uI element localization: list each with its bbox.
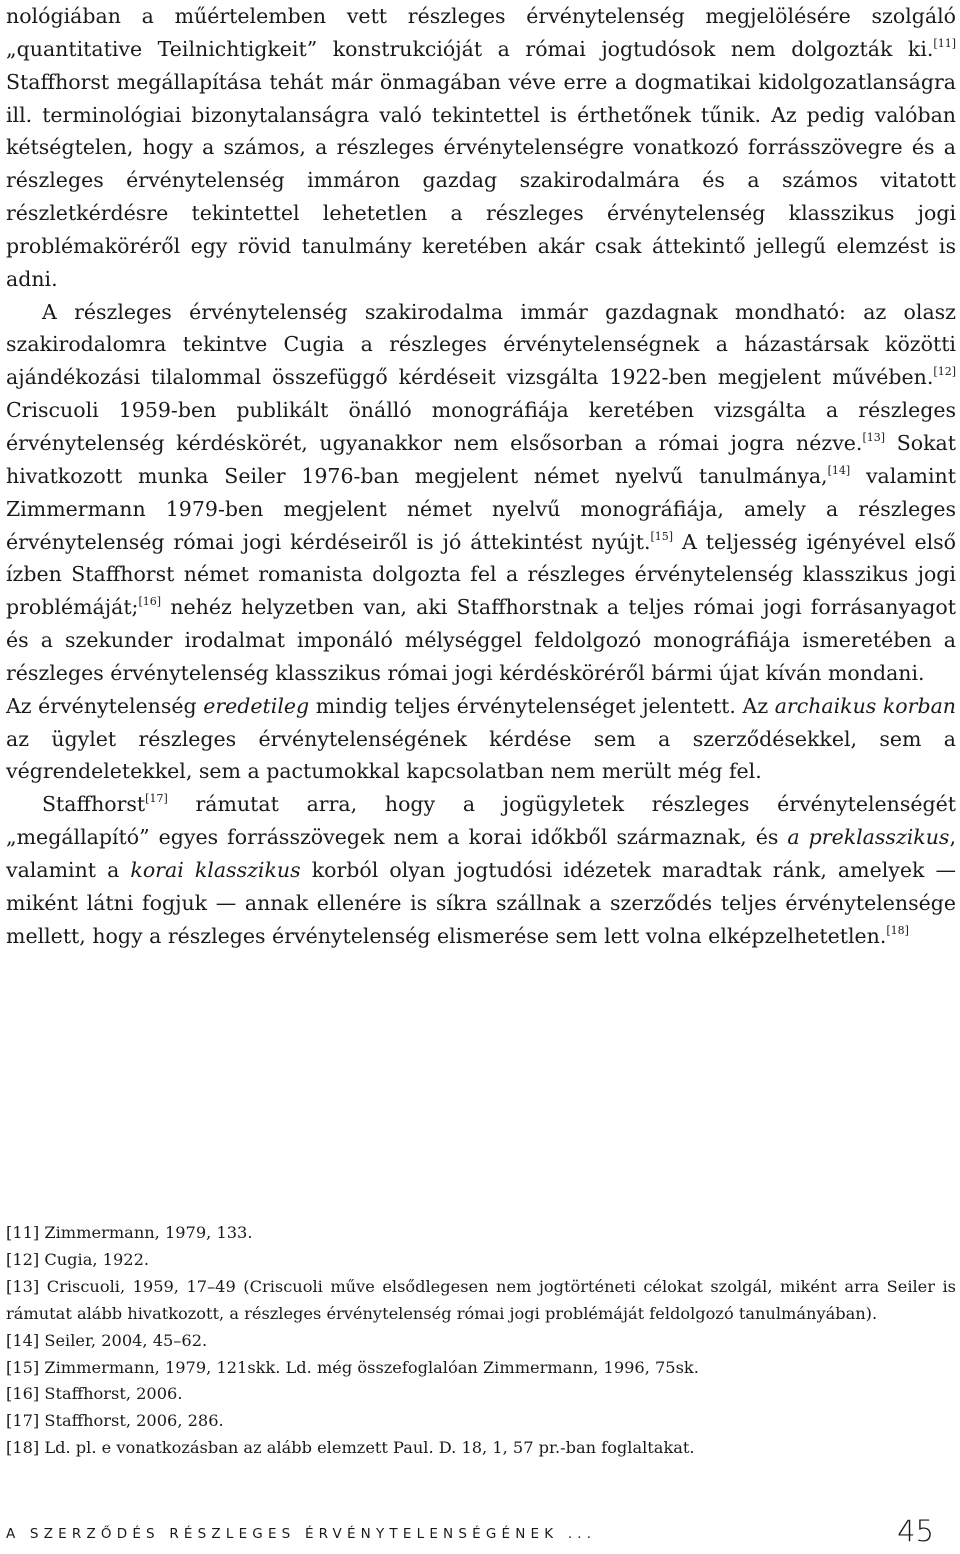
footnote-16: [16] Staffhorst, 2006. bbox=[6, 1384, 183, 1404]
paragraph-2-text-b: Criscuoli 1959-ben publikált önálló monográfiája keretében vizsgálta a részleges érvénytelenség kérdéskörét, ugyanakkor nem elsősorban a római jogra nézve. bbox=[6, 398, 956, 455]
footnote-ref-18[interactable]: [18] bbox=[886, 923, 909, 937]
paragraph-2 bbox=[6, 296, 956, 690]
paragraph-3-text-a: Az érvénytelenség bbox=[6, 693, 204, 718]
paragraph-4-emphasis-1: a preklasszikus bbox=[787, 825, 950, 850]
paragraph-2-text-f: nehéz helyzetben van, aki Staffhorstnak a teljes római jogi forrásanyagot és a szekunder irodalmat imponáló mélységgel feldolgozó monográfiája ismeretében a részleges érvénytelenség klasszikus római jogi kérdésköréről bármi újat kíván mondani. bbox=[6, 595, 956, 685]
paragraph-4-emphasis-2: korai klasszikus bbox=[130, 857, 301, 882]
paragraph-2-text-e: A teljesség igényével első ízben Staffhorst német romanista dolgozta fel a részleges érvénytelenség klasszikus jogi problémáját; bbox=[6, 529, 956, 620]
main-text bbox=[6, 0, 956, 952]
page-number: 45 bbox=[897, 1514, 934, 1548]
footnote-ref-12[interactable]: [12] bbox=[933, 365, 956, 379]
paragraph-2-text-d: valamint Zimmermann 1979-ben megjelent német nyelvű monográfiája, amely a részleges érvénytelenség római jogi kérdéseiről is jó áttekintést nyújt. bbox=[6, 463, 956, 554]
footnote-ref-16[interactable]: [16] bbox=[138, 595, 162, 609]
paragraph-3-text-b: mindig teljes érvénytelenséget jelentett. Az bbox=[309, 693, 775, 718]
paragraph-4 bbox=[6, 788, 956, 952]
running-head: A SZERZŐDÉS RÉSZLEGES ÉRVÉNYTELENSÉGÉNEK ... bbox=[6, 1526, 597, 1542]
footnote-ref-14[interactable]: [14] bbox=[827, 463, 851, 477]
paragraph-1 bbox=[6, 0, 956, 296]
paragraph-3-emphasis-2: archaikus korban bbox=[774, 693, 956, 718]
paragraph-1-text-b: Staffhorst megállapítása tehát már önmagában véve erre a dogmatikai kidolgozatlanságra ill. terminológiai bizonytalanságra való tekintettel is érthetőnek tűnik. Az pedig valóban kétségtelen, hogy a számos, a részleges érvénytelenségre vonatkozó forrásszövegre és a részleges érvénytelenség immáron gazdag szakirodalmára és a számos vitatott részletkérdésre tekintettel lehetetlen a részleges érvénytelenség klasszikus jogi problémaköréről egy rövid tanulmány keretében akár csak áttekintő jellegű elemzést is adni. bbox=[6, 69, 956, 291]
paragraph-1-text-a: nológiában a műértelemben vett részleges érvénytelenség megjelölésére szolgáló „quantitative Teilnichtigkeit” konstrukcióját a római jogtudósok nem dolgozták ki. bbox=[6, 4, 956, 61]
footnote-14: [14] Seiler, 2004, 45–62. bbox=[6, 1330, 208, 1350]
footnote-12: [12] Cugia, 1922. bbox=[6, 1249, 150, 1269]
footnote-18: [18] Ld. pl. e vonatkozásban az alább elemzett Paul. D. 18, 1, 57 pr.-ban foglaltakat. bbox=[6, 1438, 695, 1458]
paragraph-4-text-a: Staffhorst bbox=[42, 792, 146, 817]
paragraph-2-text-c: Sokat hivatkozott munka Seiler 1976-ban megjelent német nyelvű tanulmánya, bbox=[6, 430, 956, 488]
paragraph-4-text-c: , valamint a bbox=[6, 825, 956, 882]
footnote-ref-17[interactable]: [17] bbox=[145, 792, 168, 806]
footnote-15: [15] Zimmermann, 1979, 121skk. Ld. még összefoglalóan Zimmermann, 1996, 75sk. bbox=[6, 1357, 699, 1377]
paragraph-2-text-a: A részleges érvénytelenség szakirodalma immár gazdagnak mondható: az olasz szakirodalomra tekintve Cugia a részleges érvénytelenségnek a házastársak közötti ajándékozási tilalommal összefüggő kérdéseit vizsgálta 1922-ben megjelent művében. bbox=[6, 299, 956, 390]
footnotes bbox=[6, 1220, 956, 1462]
paragraph-3-text-c: az ügylet részleges érvénytelenségének kérdése sem a szerződésekkel, sem a végrendeletekkel, sem a pactumokkal kapcsolatban nem merült még fel. bbox=[6, 726, 956, 784]
footnote-11: [11] Zimmermann, 1979, 133. bbox=[6, 1223, 253, 1242]
paragraph-4-text-d: korból olyan jogtudósi idézetek maradtak ránk, amelyek — miként látni fogjuk — annak ellenére is síkra szállnak a szerződés teljes érvénytelensége mellett, hogy a részleges érvénytelenség elismerése sem lett volna elképzelhetetlen. bbox=[6, 857, 956, 948]
footnote-13: [13] Criscuoli, 1959, 17–49 (Criscuoli műve elsődlegesen nem jogtörténeti célokat szolgál, miként arra Seiler is rámutat alább hivatkozott, a részleges érvénytelenség római jogi problémáját feldolgozó tanulmányában). bbox=[6, 1276, 956, 1323]
footnote-17: [17] Staffhorst, 2006, 286. bbox=[6, 1411, 224, 1431]
document-page bbox=[6, 0, 956, 1554]
page-footer bbox=[6, 1514, 956, 1550]
paragraph-3-emphasis-1: eredetileg bbox=[203, 693, 310, 718]
paragraph-4-text-b: rámutat arra, hogy a jogügyletek részleges érvénytelenségét „megállapító” egyes forrásszövegek nem a korai időkből származnak, és bbox=[6, 792, 956, 850]
footnote-ref-13[interactable]: [13] bbox=[862, 430, 886, 444]
footnote-ref-15[interactable]: [15] bbox=[650, 529, 674, 543]
paragraph-3 bbox=[6, 690, 956, 789]
footnote-ref-11[interactable]: [11] bbox=[933, 36, 956, 50]
